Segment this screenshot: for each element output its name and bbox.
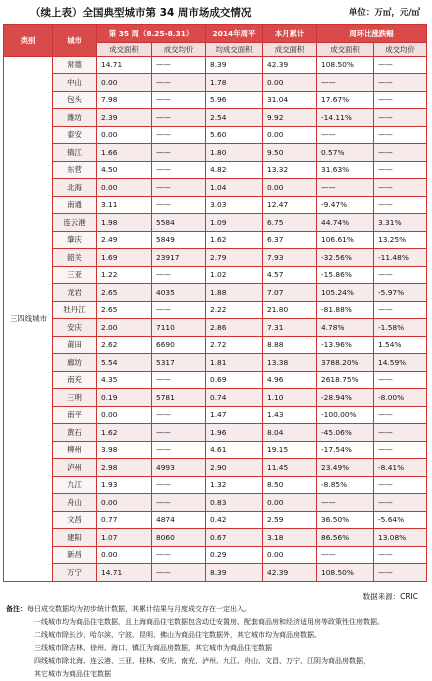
value-cell: 14.71 <box>97 564 152 582</box>
value-cell: 8.50 <box>263 476 317 494</box>
value-cell: 1.88 <box>206 284 263 302</box>
value-cell: 11.45 <box>263 459 317 477</box>
value-cell: —— <box>374 74 427 92</box>
value-cell: 4.57 <box>263 266 317 284</box>
value-cell: 1.07 <box>97 529 152 547</box>
value-cell: —— <box>374 301 427 319</box>
value-cell: -8.85% <box>317 476 374 494</box>
city-cell: 龙岩 <box>53 284 97 302</box>
value-cell: -8.41% <box>374 459 427 477</box>
value-cell: 3.31% <box>374 214 427 232</box>
city-cell: 九江 <box>53 476 97 494</box>
city-cell: 南通 <box>53 196 97 214</box>
value-cell: 2.86 <box>206 319 263 337</box>
table-body <box>4 56 427 581</box>
sub-chg-price: 成交均价 <box>374 42 427 56</box>
value-cell: 3788.20% <box>317 354 374 372</box>
value-cell: 1.96 <box>206 424 263 442</box>
value-cell: —— <box>374 476 427 494</box>
value-cell: -5.64% <box>374 511 427 529</box>
value-cell: 1.54% <box>374 336 427 354</box>
value-cell: 4.82 <box>206 161 263 179</box>
value-cell: —— <box>152 144 206 162</box>
value-cell: —— <box>152 126 206 144</box>
note-line: 一线城市均为商品住宅数据，且上海商品住宅数据包含动迁安置房、配套商品房和经济适用房等政策性住房数据。 <box>34 618 384 626</box>
value-cell: 6690 <box>152 336 206 354</box>
value-cell: 8060 <box>152 529 206 547</box>
unit-label: 单位：万㎡，元/㎡ <box>348 8 420 18</box>
value-cell: -13.96% <box>317 336 374 354</box>
title-bar <box>0 0 432 22</box>
value-cell: 2.39 <box>97 109 152 127</box>
value-cell: 2618.75% <box>317 371 374 389</box>
value-cell: —— <box>374 91 427 109</box>
value-cell: 1.47 <box>206 406 263 424</box>
value-cell: 4.50 <box>97 161 152 179</box>
value-cell: 9.50 <box>263 144 317 162</box>
value-cell: 1.66 <box>97 144 152 162</box>
value-cell: -45.06% <box>317 424 374 442</box>
value-cell: —— <box>152 179 206 197</box>
table-row <box>4 91 427 109</box>
value-cell: —— <box>152 91 206 109</box>
table-row <box>4 249 427 267</box>
value-cell: 42.39 <box>263 564 317 582</box>
value-cell: 0.77 <box>97 511 152 529</box>
value-cell: 4993 <box>152 459 206 477</box>
value-cell: 1.93 <box>97 476 152 494</box>
value-cell: —— <box>374 196 427 214</box>
value-cell: 5781 <box>152 389 206 407</box>
table-row <box>4 546 427 564</box>
value-cell: 5.60 <box>206 126 263 144</box>
table-row <box>4 179 427 197</box>
value-cell: 2.62 <box>97 336 152 354</box>
value-cell: 3.03 <box>206 196 263 214</box>
notes <box>6 603 426 681</box>
value-cell: 44.74% <box>317 214 374 232</box>
note-line: 三线城市除吉林、徐州、海口、镇江为商品房数据，其它城市为商品住宅数据 <box>34 644 272 652</box>
table-row <box>4 284 427 302</box>
value-cell: 14.71 <box>97 56 152 74</box>
value-cell: —— <box>374 564 427 582</box>
value-cell: 5584 <box>152 214 206 232</box>
value-cell: —— <box>152 476 206 494</box>
value-cell: 1.32 <box>206 476 263 494</box>
value-cell: -17.54% <box>317 441 374 459</box>
table-row <box>4 196 427 214</box>
value-cell: 0.29 <box>206 546 263 564</box>
table-row <box>4 231 427 249</box>
value-cell: 2.79 <box>206 249 263 267</box>
value-cell: —— <box>317 126 374 144</box>
value-cell: 0.57% <box>317 144 374 162</box>
value-cell: 19.15 <box>263 441 317 459</box>
value-cell: 2.98 <box>97 459 152 477</box>
city-cell: 包头 <box>53 91 97 109</box>
value-cell: 4.78% <box>317 319 374 337</box>
value-cell: —— <box>152 441 206 459</box>
sub-area: 成交面积 <box>97 42 152 56</box>
city-cell: 中山 <box>53 74 97 92</box>
value-cell: 1.81 <box>206 354 263 372</box>
value-cell: 106.61% <box>317 231 374 249</box>
value-cell: —— <box>317 546 374 564</box>
note-line: 四线城市除北海、连云港、三亚、桂林、安庆、南充、泸州、九江、舟山、文昌、万宁、江阴为商品房数据， <box>34 657 370 665</box>
value-cell: 86.56% <box>317 529 374 547</box>
value-cell: —— <box>152 371 206 389</box>
table-row <box>4 371 427 389</box>
sub-month-area: 成交面积 <box>263 42 317 56</box>
table-row <box>4 494 427 512</box>
value-cell: 0.00 <box>97 179 152 197</box>
table-row <box>4 214 427 232</box>
value-cell: —— <box>152 406 206 424</box>
page-title: （续上表）全国典型城市第 34 周市场成交情况 <box>30 7 252 19</box>
value-cell: —— <box>152 56 206 74</box>
city-cell: 韶关 <box>53 249 97 267</box>
value-cell: —— <box>152 546 206 564</box>
col-avg2014: 2014年周平 <box>206 25 263 43</box>
value-cell: 108.50% <box>317 564 374 582</box>
col-monthly: 本月累计 <box>263 25 317 43</box>
value-cell: 8.04 <box>263 424 317 442</box>
value-cell: 1.80 <box>206 144 263 162</box>
value-cell: 3.11 <box>97 196 152 214</box>
data-source: 数据来源：CRIC <box>362 592 418 601</box>
value-cell: 0.00 <box>263 126 317 144</box>
table-row <box>4 459 427 477</box>
value-cell: —— <box>152 301 206 319</box>
value-cell: —— <box>374 494 427 512</box>
table-row <box>4 389 427 407</box>
col-category: 类别 <box>4 25 53 57</box>
value-cell: 8.39 <box>206 564 263 582</box>
value-cell: —— <box>374 546 427 564</box>
city-cell: 万宁 <box>53 564 97 582</box>
value-cell: 7.07 <box>263 284 317 302</box>
col-change: 周环比涨跌幅 <box>317 25 427 43</box>
value-cell: 1.09 <box>206 214 263 232</box>
value-cell: 1.62 <box>206 231 263 249</box>
value-cell: 12.47 <box>263 196 317 214</box>
table-row <box>4 161 427 179</box>
value-cell: 2.90 <box>206 459 263 477</box>
value-cell: 31.63% <box>317 161 374 179</box>
value-cell: 5.54 <box>97 354 152 372</box>
value-cell: 31.04 <box>263 91 317 109</box>
value-cell: —— <box>317 494 374 512</box>
value-cell: 7.31 <box>263 319 317 337</box>
note-line: 其它城市为商品住宅数据 <box>34 670 111 678</box>
value-cell: 105.24% <box>317 284 374 302</box>
table-row <box>4 354 427 372</box>
value-cell: 1.04 <box>206 179 263 197</box>
value-cell: 8.88 <box>263 336 317 354</box>
value-cell: 13.25% <box>374 231 427 249</box>
city-cell: 莆田 <box>53 336 97 354</box>
value-cell: -14.11% <box>317 109 374 127</box>
value-cell: —— <box>374 144 427 162</box>
value-cell: —— <box>152 266 206 284</box>
table-row <box>4 441 427 459</box>
city-cell: 安庆 <box>53 319 97 337</box>
table-row <box>4 126 427 144</box>
col-city: 城市 <box>53 25 97 57</box>
value-cell: 2.65 <box>97 301 152 319</box>
city-cell: 牡丹江 <box>53 301 97 319</box>
value-cell: 5849 <box>152 231 206 249</box>
value-cell: -8.00% <box>374 389 427 407</box>
value-cell: 4874 <box>152 511 206 529</box>
sub-chg-area: 成交面积 <box>317 42 374 56</box>
city-cell: 潍坊 <box>53 109 97 127</box>
value-cell: 2.72 <box>206 336 263 354</box>
value-cell: 0.00 <box>97 406 152 424</box>
table-row <box>4 74 427 92</box>
value-cell: —— <box>152 109 206 127</box>
table-row <box>4 424 427 442</box>
sub-avg-area: 均成交面积 <box>206 42 263 56</box>
value-cell: 13.32 <box>263 161 317 179</box>
table-row <box>4 336 427 354</box>
city-cell: 新昌 <box>53 546 97 564</box>
value-cell: 3.98 <box>97 441 152 459</box>
notes-label: 备注： <box>6 605 27 613</box>
value-cell: —— <box>152 196 206 214</box>
value-cell: 2.49 <box>97 231 152 249</box>
table-row <box>4 511 427 529</box>
value-cell: 4.35 <box>97 371 152 389</box>
value-cell: 2.65 <box>97 284 152 302</box>
city-cell: 建阳 <box>53 529 97 547</box>
sub-price: 成交均价 <box>152 42 206 56</box>
value-cell: 2.00 <box>97 319 152 337</box>
value-cell: -15.86% <box>317 266 374 284</box>
city-cell: 三亚 <box>53 266 97 284</box>
value-cell: 0.00 <box>97 546 152 564</box>
value-cell: 17.67% <box>317 91 374 109</box>
header-row <box>4 25 427 43</box>
table-row <box>4 109 427 127</box>
value-cell: —— <box>374 179 427 197</box>
value-cell: 4035 <box>152 284 206 302</box>
value-cell: 7110 <box>152 319 206 337</box>
value-cell: 1.98 <box>97 214 152 232</box>
table-row <box>4 529 427 547</box>
value-cell: -9.47% <box>317 196 374 214</box>
table-row <box>4 406 427 424</box>
city-cell: 廊坊 <box>53 354 97 372</box>
value-cell: 5.96 <box>206 91 263 109</box>
value-cell: 0.00 <box>97 126 152 144</box>
value-cell: 0.00 <box>97 494 152 512</box>
city-cell: 三明 <box>53 389 97 407</box>
value-cell: 14.59% <box>374 354 427 372</box>
value-cell: —— <box>374 56 427 74</box>
value-cell: 3.18 <box>263 529 317 547</box>
value-cell: —— <box>374 441 427 459</box>
note-line: 每日成交数据均为初步统计数据，其累计结果与月度成交存在一定出入。 <box>27 605 251 613</box>
value-cell: —— <box>152 161 206 179</box>
market-table <box>3 24 427 582</box>
value-cell: 108.50% <box>317 56 374 74</box>
table-row <box>4 144 427 162</box>
value-cell: —— <box>152 564 206 582</box>
value-cell: 36.50% <box>317 511 374 529</box>
city-cell: 镇江 <box>53 144 97 162</box>
value-cell: —— <box>374 371 427 389</box>
city-cell: 东营 <box>53 161 97 179</box>
city-cell: 北海 <box>53 179 97 197</box>
value-cell: —— <box>374 126 427 144</box>
value-cell: 1.02 <box>206 266 263 284</box>
value-cell: 23917 <box>152 249 206 267</box>
city-cell: 舟山 <box>53 494 97 512</box>
value-cell: —— <box>374 406 427 424</box>
value-cell: —— <box>152 494 206 512</box>
value-cell: 6.37 <box>263 231 317 249</box>
value-cell: 2.54 <box>206 109 263 127</box>
city-cell: 泰安 <box>53 126 97 144</box>
value-cell: 13.38 <box>263 354 317 372</box>
value-cell: 0.00 <box>263 74 317 92</box>
table-row <box>4 56 427 74</box>
value-cell: 0.00 <box>263 179 317 197</box>
city-cell: 南充 <box>53 371 97 389</box>
value-cell: —— <box>317 179 374 197</box>
value-cell: —— <box>317 74 374 92</box>
col-week: 第 35 周（8.25-8.31） <box>97 25 206 43</box>
value-cell: -81.88% <box>317 301 374 319</box>
value-cell: 0.00 <box>97 74 152 92</box>
value-cell: —— <box>374 424 427 442</box>
value-cell: -1.58% <box>374 319 427 337</box>
value-cell: —— <box>152 424 206 442</box>
value-cell: 0.69 <box>206 371 263 389</box>
value-cell: 1.10 <box>263 389 317 407</box>
value-cell: 9.92 <box>263 109 317 127</box>
value-cell: 0.74 <box>206 389 263 407</box>
value-cell: 23.49% <box>317 459 374 477</box>
table-row <box>4 266 427 284</box>
table-row <box>4 301 427 319</box>
value-cell: 7.93 <box>263 249 317 267</box>
value-cell: 1.22 <box>97 266 152 284</box>
city-cell: 泸州 <box>53 459 97 477</box>
value-cell: 1.78 <box>206 74 263 92</box>
value-cell: 4.96 <box>263 371 317 389</box>
table-row <box>4 476 427 494</box>
value-cell: 1.69 <box>97 249 152 267</box>
note-line: 二线城市除长沙、哈尔滨、宁波、昆明、佛山为商品住宅数据外，其它城市均为商品房数据。 <box>34 631 321 639</box>
value-cell: 0.83 <box>206 494 263 512</box>
city-cell: 文昌 <box>53 511 97 529</box>
value-cell: —— <box>152 74 206 92</box>
value-cell: 8.39 <box>206 56 263 74</box>
value-cell: -32.56% <box>317 249 374 267</box>
value-cell: —— <box>374 266 427 284</box>
value-cell: 1.43 <box>263 406 317 424</box>
value-cell: 2.22 <box>206 301 263 319</box>
value-cell: 5317 <box>152 354 206 372</box>
city-cell: 常德 <box>53 56 97 74</box>
value-cell: 6.75 <box>263 214 317 232</box>
value-cell: —— <box>374 109 427 127</box>
table-row <box>4 319 427 337</box>
city-cell: 黄石 <box>53 424 97 442</box>
value-cell: —— <box>374 161 427 179</box>
value-cell: 7.98 <box>97 91 152 109</box>
table-row <box>4 564 427 582</box>
value-cell: 1.62 <box>97 424 152 442</box>
city-cell: 柳州 <box>53 441 97 459</box>
value-cell: 0.00 <box>263 546 317 564</box>
value-cell: 0.42 <box>206 511 263 529</box>
value-cell: 4.61 <box>206 441 263 459</box>
value-cell: 2.59 <box>263 511 317 529</box>
value-cell: 42.39 <box>263 56 317 74</box>
city-cell: 南平 <box>53 406 97 424</box>
value-cell: 0.00 <box>263 494 317 512</box>
value-cell: -5.97% <box>374 284 427 302</box>
value-cell: -28.94% <box>317 389 374 407</box>
city-cell: 连云港 <box>53 214 97 232</box>
value-cell: 0.19 <box>97 389 152 407</box>
value-cell: 13.08% <box>374 529 427 547</box>
city-cell: 肇庆 <box>53 231 97 249</box>
value-cell: 21.80 <box>263 301 317 319</box>
value-cell: -100.00% <box>317 406 374 424</box>
category-cell: 三四线城市 <box>4 56 53 581</box>
value-cell: 0.67 <box>206 529 263 547</box>
value-cell: -11.48% <box>374 249 427 267</box>
